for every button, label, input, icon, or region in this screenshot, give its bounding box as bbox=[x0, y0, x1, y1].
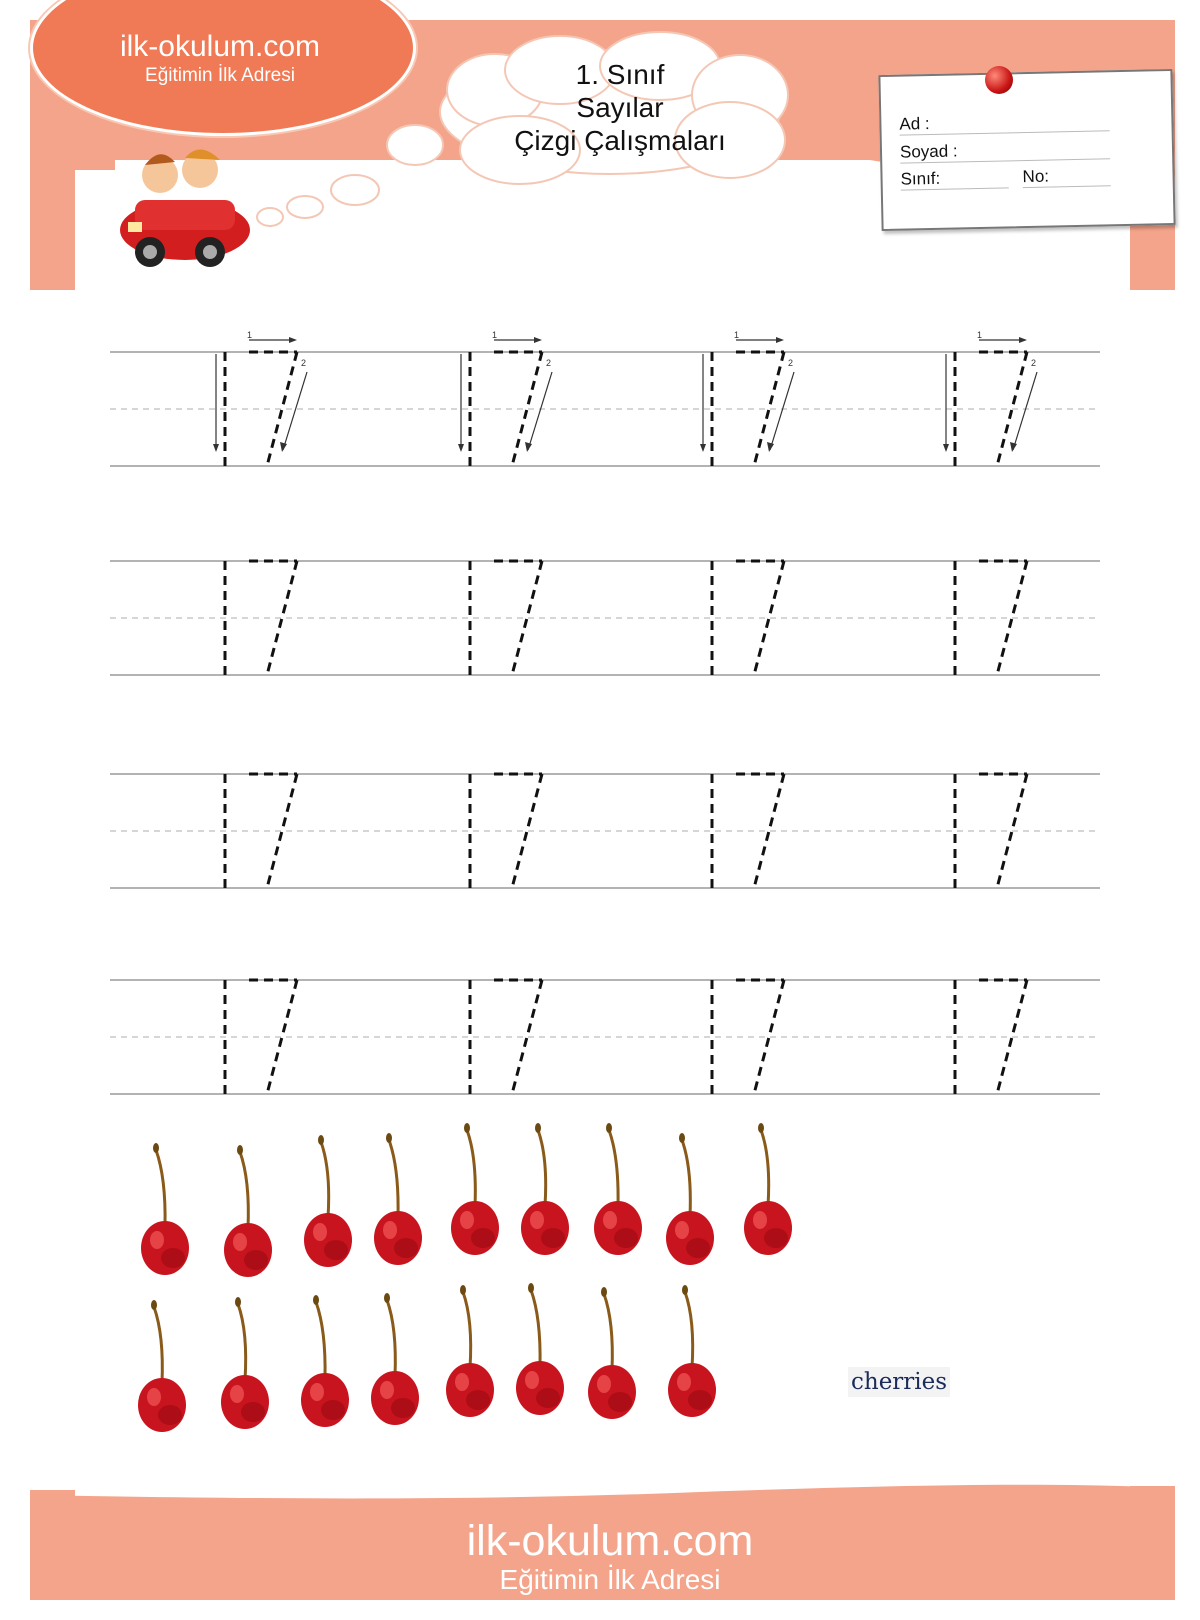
cherry-image bbox=[304, 1135, 352, 1267]
step-number-label: 1 bbox=[977, 330, 983, 340]
step-number-label: 2 bbox=[301, 358, 307, 368]
cherry-image bbox=[666, 1133, 714, 1265]
cherry-image bbox=[668, 1285, 716, 1417]
cherry-image bbox=[446, 1285, 494, 1417]
step-number-label: 1 bbox=[492, 330, 498, 340]
cherry-image bbox=[301, 1295, 349, 1427]
footer-site-title: ilk-okulum.com bbox=[466, 1517, 754, 1565]
footer-site-tagline: Eğitimin İlk Adresi bbox=[499, 1564, 721, 1595]
cherry-image bbox=[521, 1123, 569, 1255]
cherry-image bbox=[744, 1123, 792, 1255]
name-label: Ad : bbox=[899, 114, 930, 134]
cherry-image bbox=[224, 1145, 272, 1277]
cherry-image bbox=[374, 1133, 422, 1265]
cherry-image bbox=[594, 1123, 642, 1255]
cherries-label: cherries bbox=[848, 1367, 950, 1397]
title-subject: Sayılar bbox=[576, 92, 664, 123]
cherry-image bbox=[138, 1300, 186, 1432]
title-grade: 1. Sınıf bbox=[575, 59, 665, 90]
class-label: Sınıf: bbox=[900, 168, 941, 189]
title-activity: Çizgi Çalışmaları bbox=[514, 125, 726, 156]
number-label: No: bbox=[1022, 166, 1050, 187]
step-number-label: 2 bbox=[546, 358, 552, 368]
footer-logo bbox=[300, 1517, 920, 1596]
cherry-image bbox=[221, 1297, 269, 1429]
step-number-label: 1 bbox=[247, 330, 253, 340]
cherry-image bbox=[141, 1143, 189, 1275]
step-number-label: 1 bbox=[734, 330, 740, 340]
step-number-label: 2 bbox=[788, 358, 794, 368]
cherry-image bbox=[588, 1287, 636, 1419]
step-number-label: 2 bbox=[1031, 358, 1037, 368]
cherry-image bbox=[516, 1283, 564, 1415]
cherry-image bbox=[451, 1123, 499, 1255]
cherry-image bbox=[371, 1293, 419, 1425]
surname-label: Soyad : bbox=[899, 141, 958, 162]
logo-site-tagline: Eğitimin İlk Adresi bbox=[145, 65, 295, 86]
logo-site-title: ilk-okulum.com bbox=[119, 30, 321, 63]
